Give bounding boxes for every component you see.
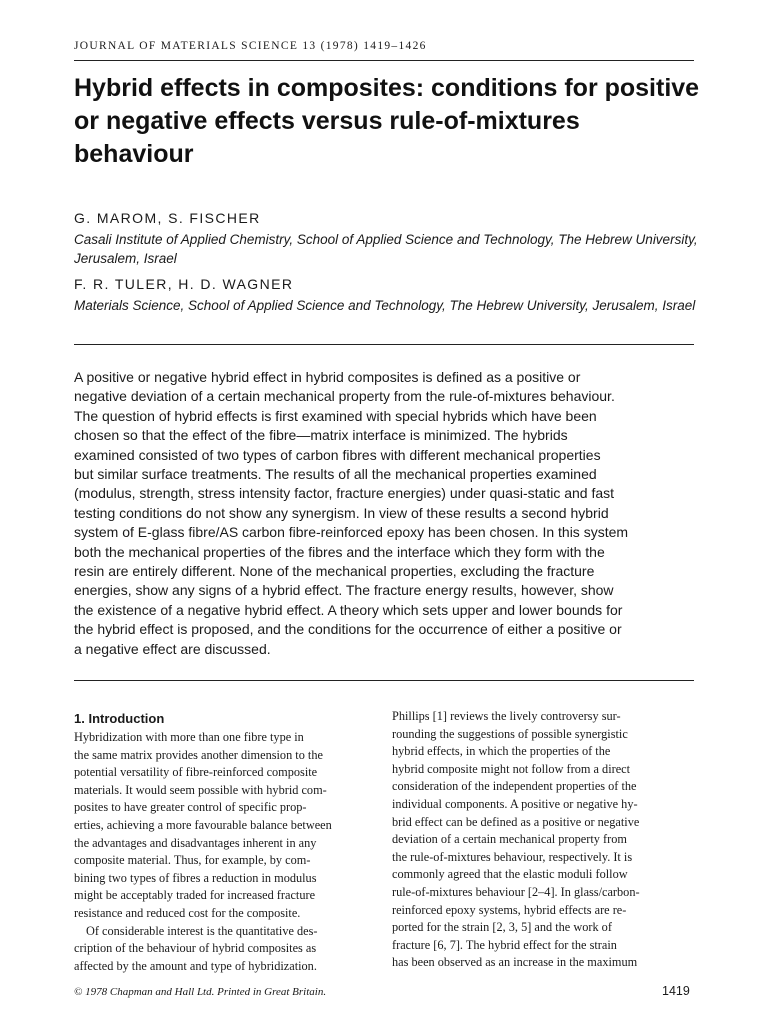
body-line: posites to have greater control of specific prop- [74, 800, 307, 815]
body-line: Hybridization with more than one fibre type in [74, 730, 304, 744]
body-line: bining two types of fibres a reduction in modulus [74, 870, 317, 885]
body-line: rule-of-mixtures behaviour [2–4]. In glass/carbon- [392, 884, 640, 899]
body-line: might be acceptably traded for increased fracture [74, 888, 316, 903]
body-line: resistance and reduced cost for the composite. [74, 905, 301, 920]
abstract-line: The question of hybrid effects is first examined with special hybrids which have been [74, 407, 597, 424]
body-line: the rule-of-mixtures behaviour, respectively. It is [392, 849, 633, 864]
body-line: deviation of a certain mechanical property from [392, 832, 627, 847]
body-line: composite material. Thus, for example, by com- [74, 853, 311, 868]
body-line: reinforced epoxy systems, hybrid effects are re- [392, 902, 627, 917]
body-line: affected by the amount and type of hybridization. [74, 958, 317, 973]
body-line: Of considerable interest is the quantitative des- [86, 923, 318, 938]
body-line: has been observed as an increase in the maximum [392, 955, 638, 970]
body-line: commonly agreed that the elastic moduli follow [392, 867, 628, 882]
authors-group-2: F. R. TULER, H. D. WAGNER [74, 276, 294, 292]
body-line: fracture [6, 7]. The hybrid effect for the strain [392, 937, 617, 952]
body-line: brid effect can be defined as a positive or negative [392, 814, 640, 829]
affiliation-1: Casali Institute of Applied Chemistry, School of Applied Science and Technology, The Hebrew University, Jerusalem, Israel [74, 232, 698, 266]
copyright-notice: © 1978 Chapman and Hall Ltd. Printed in Great Britain. [74, 986, 327, 998]
body-line: ported for the strain [2, 3, 5] and the work of [392, 920, 612, 935]
body-line: individual components. A positive or negative hy- [392, 796, 638, 811]
body-line: the same matrix provides another dimension to the [74, 747, 323, 762]
body-column-right [392, 708, 696, 972]
abstract-line: but similar surface treatments. The results of all the mechanical properties examined [74, 466, 597, 483]
abstract [74, 368, 694, 659]
abstract-line: both the mechanical properties of the fibres and the interface which they form with the [74, 543, 605, 560]
body-line: hybrid composite might not follow from a direct [392, 761, 631, 776]
body-line: erties, achieving a more favourable balance between [74, 817, 332, 832]
abstract-top-rule [74, 344, 694, 345]
abstract-line: the existence of a negative hybrid effect. A theory which sets upper and lower bounds for [74, 601, 623, 618]
body-line: Phillips [1] reviews the lively controversy sur- [392, 709, 621, 723]
header-rule [74, 60, 694, 61]
paper-title: Hybrid effects in composites: conditions for positive or negative effects versus rule-of-mixtures behaviour [74, 74, 700, 168]
abstract-line: the hybrid effect is proposed, and the conditions for the occurrence of either a positive or [74, 621, 622, 638]
section-heading: 1. Introduction [74, 711, 165, 726]
abstract-line: negative deviation of a certain mechanical property from the rule-of-mixtures behaviour. [74, 388, 615, 405]
abstract-line: energies, show any signs of a hybrid effect. The fracture energy results, however, show [74, 582, 614, 599]
body-line: materials. It would seem possible with hybrid com- [74, 782, 327, 797]
abstract-line: resin are entirely different. None of the mechanical properties, excluding the fracture [74, 563, 595, 580]
abstract-bottom-rule [74, 680, 694, 681]
authors-group-1: G. MAROM, S. FISCHER [74, 210, 261, 226]
body-line: cription of the behaviour of hybrid composites as [74, 941, 317, 956]
body-line: the advantages and disadvantages inherent in any [74, 835, 317, 850]
abstract-line: testing conditions do not show any synergism. In view of these results a second hybrid [74, 504, 609, 521]
journal-header: JOURNAL OF MATERIALS SCIENCE 13 (1978) 1419–1426 [74, 40, 427, 52]
affiliation-2: Materials Science, School of Applied Science and Technology, The Hebrew University, Jerusalem, Israel [74, 298, 696, 313]
abstract-line: system of E-glass fibre/AS carbon fibre-reinforced epoxy has been chosen. In this system [74, 524, 629, 541]
body-line: hybrid effects, in which the properties of the [392, 744, 611, 759]
page-number: 1419 [662, 984, 690, 998]
body-line: potential versatility of fibre-reinforced composite [74, 765, 318, 780]
abstract-line: A positive or negative hybrid effect in hybrid composites is defined as a positive or [74, 369, 581, 385]
body-line: consideration of the independent properties of the [392, 779, 637, 794]
body-column-left [74, 710, 378, 975]
abstract-line: examined consisted of two types of carbon fibres with different mechanical properties [74, 446, 601, 463]
body-line: rounding the suggestions of possible synergistic [392, 726, 628, 741]
abstract-line: a negative effect are discussed. [74, 640, 271, 657]
abstract-line: (modulus, strength, stress intensity factor, fracture energies) under quasi-static and fast [74, 485, 615, 502]
abstract-line: chosen so that the effect of the fibre—matrix interface is minimized. The hybrids [74, 427, 568, 444]
